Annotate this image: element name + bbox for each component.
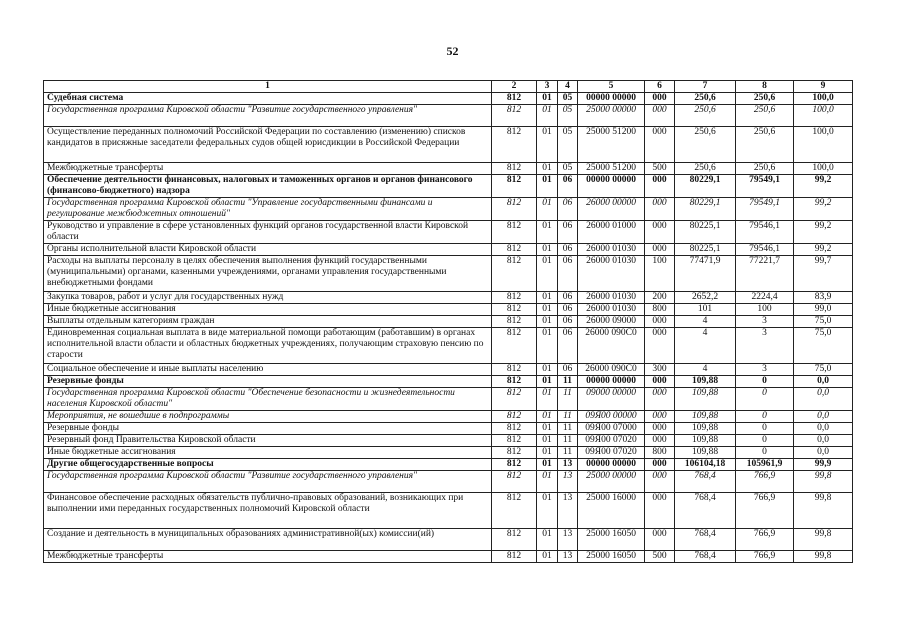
row-target-article: 26000 01000	[578, 221, 645, 244]
row-name: Расходы на выплаты персоналу в целях обеспечения выполнения функций государственными (муниципальными) органами, казенными учреждениями, органами управления государственными внебюджетными фондами	[44, 256, 492, 292]
table-row	[44, 423, 853, 435]
row-chapter-code: 812	[492, 423, 537, 435]
row-chapter-code: 812	[492, 198, 537, 221]
row-section: 01	[537, 198, 558, 221]
row-expense-type: 000	[645, 198, 675, 221]
row-percent-executed: 100,0	[794, 93, 853, 105]
table-row	[44, 93, 853, 105]
row-planned-amount: 768,4	[675, 551, 736, 563]
row-subsection: 11	[558, 411, 578, 423]
row-expense-type: 000	[645, 221, 675, 244]
row-target-article: 09Я00 07020	[578, 435, 645, 447]
row-name: Государственная программа Кировской области "Управление государственными финансами и регулирование межбюджетных отношений"	[44, 198, 492, 221]
row-executed-amount: 3	[736, 316, 794, 328]
row-executed-amount: 250,6	[736, 93, 794, 105]
row-target-article: 26000 09000	[578, 316, 645, 328]
row-percent-executed: 99,2	[794, 244, 853, 256]
row-planned-amount: 109,88	[675, 376, 736, 388]
row-expense-type: 100	[645, 256, 675, 292]
row-executed-amount: 766,9	[736, 551, 794, 563]
row-section: 01	[537, 175, 558, 198]
row-target-article: 26000 01030	[578, 304, 645, 316]
row-expense-type: 200	[645, 292, 675, 304]
row-subsection: 11	[558, 388, 578, 411]
row-subsection: 06	[558, 198, 578, 221]
row-subsection: 06	[558, 244, 578, 256]
row-section: 01	[537, 364, 558, 376]
row-percent-executed: 99,7	[794, 256, 853, 292]
row-subsection: 05	[558, 93, 578, 105]
row-chapter-code: 812	[492, 471, 537, 493]
row-section: 01	[537, 244, 558, 256]
row-chapter-code: 812	[492, 493, 537, 529]
row-name: Судебная система	[44, 93, 492, 105]
row-planned-amount: 109,88	[675, 411, 736, 423]
row-executed-amount: 79546,1	[736, 244, 794, 256]
row-chapter-code: 812	[492, 459, 537, 471]
table-row	[44, 435, 853, 447]
row-target-article: 00000 00000	[578, 459, 645, 471]
row-chapter-code: 812	[492, 364, 537, 376]
row-chapter-code: 812	[492, 328, 537, 364]
row-chapter-code: 812	[492, 551, 537, 563]
row-expense-type: 000	[645, 127, 675, 163]
row-percent-executed: 99,2	[794, 175, 853, 198]
row-subsection: 13	[558, 471, 578, 493]
table-row	[44, 316, 853, 328]
row-chapter-code: 812	[492, 127, 537, 163]
page-number: 52	[446, 44, 459, 58]
row-expense-type: 000	[645, 423, 675, 435]
row-name: Осуществление переданных полномочий Российской Федерации по составлению (изменению) списков кандидатов в присяжные заседатели федеральных судов общей юрисдикции в Российской Федерации	[44, 127, 492, 163]
table-row	[44, 328, 853, 364]
row-chapter-code: 812	[492, 376, 537, 388]
row-expense-type: 000	[645, 529, 675, 551]
row-percent-executed: 99,8	[794, 493, 853, 529]
column-number-header-row	[44, 81, 853, 93]
row-subsection: 06	[558, 304, 578, 316]
row-name: Государственная программа Кировской области "Развитие государственного управления"	[44, 105, 492, 127]
row-subsection: 05	[558, 127, 578, 163]
row-expense-type: 000	[645, 316, 675, 328]
header-col-2: 2	[492, 81, 537, 93]
row-name: Органы исполнительной власти Кировской области	[44, 244, 492, 256]
row-planned-amount: 4	[675, 328, 736, 364]
row-section: 01	[537, 328, 558, 364]
table-row	[44, 175, 853, 198]
row-percent-executed: 99,8	[794, 551, 853, 563]
row-target-article: 25000 00000	[578, 105, 645, 127]
row-planned-amount: 109,88	[675, 388, 736, 411]
row-expense-type: 000	[645, 435, 675, 447]
table-row	[44, 376, 853, 388]
row-name: Мероприятия, не вошедшие в подпрограммы	[44, 411, 492, 423]
table-row	[44, 304, 853, 316]
row-percent-executed: 0,0	[794, 388, 853, 411]
row-percent-executed: 99,9	[794, 459, 853, 471]
row-section: 01	[537, 471, 558, 493]
table-row	[44, 364, 853, 376]
header-col-4: 4	[558, 81, 578, 93]
row-planned-amount: 768,4	[675, 493, 736, 529]
row-executed-amount: 3	[736, 364, 794, 376]
row-expense-type: 000	[645, 328, 675, 364]
row-chapter-code: 812	[492, 388, 537, 411]
row-executed-amount: 3	[736, 328, 794, 364]
row-percent-executed: 99,8	[794, 529, 853, 551]
table-row	[44, 388, 853, 411]
row-percent-executed: 75,0	[794, 364, 853, 376]
row-executed-amount: 0	[736, 376, 794, 388]
row-target-article: 26000 01030	[578, 256, 645, 292]
row-subsection: 05	[558, 163, 578, 175]
row-target-article: 25000 16050	[578, 551, 645, 563]
row-planned-amount: 768,4	[675, 529, 736, 551]
row-percent-executed: 0,0	[794, 411, 853, 423]
header-col-6: 6	[645, 81, 675, 93]
table-row	[44, 105, 853, 127]
table-row	[44, 493, 853, 529]
row-chapter-code: 812	[492, 221, 537, 244]
row-executed-amount: 77221,7	[736, 256, 794, 292]
row-planned-amount: 109,88	[675, 423, 736, 435]
row-planned-amount: 4	[675, 364, 736, 376]
row-executed-amount: 250,6	[736, 127, 794, 163]
row-name: Создание и деятельность в муниципальных образованиях административной(ых) комиссии(ий)	[44, 529, 492, 551]
row-target-article: 25000 00000	[578, 471, 645, 493]
row-subsection: 13	[558, 493, 578, 529]
row-chapter-code: 812	[492, 244, 537, 256]
row-section: 01	[537, 127, 558, 163]
row-executed-amount: 0	[736, 388, 794, 411]
row-percent-executed: 0,0	[794, 447, 853, 459]
row-target-article: 09Я00 00000	[578, 411, 645, 423]
row-executed-amount: 79549,1	[736, 198, 794, 221]
row-section: 01	[537, 551, 558, 563]
row-subsection: 11	[558, 435, 578, 447]
row-name: Государственная программа Кировской области "Развитие государственного управления"	[44, 471, 492, 493]
row-planned-amount: 2652,2	[675, 292, 736, 304]
header-col-3: 3	[537, 81, 558, 93]
row-target-article: 26000 090C0	[578, 328, 645, 364]
row-target-article: 09000 00000	[578, 388, 645, 411]
row-executed-amount: 79549,1	[736, 175, 794, 198]
row-name: Выплаты отдельным категориям граждан	[44, 316, 492, 328]
table-row	[44, 127, 853, 163]
header-col-9: 9	[794, 81, 853, 93]
row-planned-amount: 109,88	[675, 447, 736, 459]
row-percent-executed: 100,0	[794, 163, 853, 175]
table-row	[44, 459, 853, 471]
row-name: Социальное обеспечение и иные выплаты населению	[44, 364, 492, 376]
row-chapter-code: 812	[492, 163, 537, 175]
row-percent-executed: 0,0	[794, 376, 853, 388]
table-row	[44, 447, 853, 459]
row-percent-executed: 0,0	[794, 423, 853, 435]
row-percent-executed: 100,0	[794, 105, 853, 127]
row-name: Государственная программа Кировской области "Обеспечение безопасности и жизнедеятельности населения Кировской области"	[44, 388, 492, 411]
row-section: 01	[537, 221, 558, 244]
row-planned-amount: 101	[675, 304, 736, 316]
row-subsection: 06	[558, 175, 578, 198]
table-row	[44, 292, 853, 304]
row-section: 01	[537, 105, 558, 127]
row-planned-amount: 80225,1	[675, 221, 736, 244]
row-executed-amount: 766,9	[736, 471, 794, 493]
row-section: 01	[537, 447, 558, 459]
row-percent-executed: 99,2	[794, 198, 853, 221]
row-expense-type: 000	[645, 93, 675, 105]
row-name: Финансовое обеспечение расходных обязательств публично-правовых образований, возникающих при выполнении ими переданных государственных полномочий Кировской области	[44, 493, 492, 529]
row-chapter-code: 812	[492, 411, 537, 423]
row-subsection: 11	[558, 376, 578, 388]
row-chapter-code: 812	[492, 93, 537, 105]
table-row	[44, 529, 853, 551]
row-percent-executed: 99,8	[794, 471, 853, 493]
row-target-article: 25000 51200	[578, 163, 645, 175]
row-target-article: 00000 00000	[578, 376, 645, 388]
row-executed-amount: 0	[736, 447, 794, 459]
row-executed-amount: 79546,1	[736, 221, 794, 244]
row-planned-amount: 106104,18	[675, 459, 736, 471]
row-expense-type: 000	[645, 175, 675, 198]
row-name: Руководство и управление в сфере установленных функций органов государственной власти Кировской области	[44, 221, 492, 244]
row-section: 01	[537, 256, 558, 292]
row-section: 01	[537, 163, 558, 175]
row-section: 01	[537, 304, 558, 316]
row-executed-amount: 250,6	[736, 105, 794, 127]
row-executed-amount: 2224,4	[736, 292, 794, 304]
row-expense-type: 000	[645, 493, 675, 529]
row-executed-amount: 105961,9	[736, 459, 794, 471]
row-planned-amount: 768,4	[675, 471, 736, 493]
row-name: Иные бюджетные ассигнования	[44, 304, 492, 316]
row-subsection: 06	[558, 221, 578, 244]
row-target-article: 00000 00000	[578, 175, 645, 198]
row-name: Резервные фонды	[44, 423, 492, 435]
table-row	[44, 471, 853, 493]
row-executed-amount: 0	[736, 435, 794, 447]
row-subsection: 11	[558, 447, 578, 459]
row-expense-type: 500	[645, 163, 675, 175]
row-percent-executed: 75,0	[794, 328, 853, 364]
row-target-article: 25000 16000	[578, 493, 645, 529]
row-target-article: 26000 090C0	[578, 364, 645, 376]
row-expense-type: 300	[645, 364, 675, 376]
row-planned-amount: 250,6	[675, 127, 736, 163]
header-col-5: 5	[578, 81, 645, 93]
header-col-1: 1	[44, 81, 492, 93]
row-target-article: 25000 51200	[578, 127, 645, 163]
row-percent-executed: 75,0	[794, 316, 853, 328]
row-name: Другие общегосударственные вопросы	[44, 459, 492, 471]
row-name: Резервные фонды	[44, 376, 492, 388]
row-target-article: 26000 00000	[578, 198, 645, 221]
row-target-article: 25000 16050	[578, 529, 645, 551]
row-percent-executed: 83,9	[794, 292, 853, 304]
row-chapter-code: 812	[492, 105, 537, 127]
row-executed-amount: 0	[736, 411, 794, 423]
row-planned-amount: 250,6	[675, 93, 736, 105]
row-chapter-code: 812	[492, 316, 537, 328]
row-section: 01	[537, 493, 558, 529]
row-section: 01	[537, 423, 558, 435]
row-subsection: 05	[558, 105, 578, 127]
row-subsection: 13	[558, 529, 578, 551]
row-expense-type: 000	[645, 411, 675, 423]
row-expense-type: 000	[645, 376, 675, 388]
row-expense-type: 000	[645, 459, 675, 471]
row-name: Межбюджетные трансферты	[44, 551, 492, 563]
row-section: 01	[537, 376, 558, 388]
row-subsection: 06	[558, 256, 578, 292]
table-row	[44, 551, 853, 563]
row-percent-executed: 0,0	[794, 435, 853, 447]
row-target-article: 26000 01030	[578, 292, 645, 304]
row-chapter-code: 812	[492, 292, 537, 304]
row-executed-amount: 0	[736, 423, 794, 435]
row-expense-type: 800	[645, 447, 675, 459]
row-chapter-code: 812	[492, 175, 537, 198]
row-section: 01	[537, 435, 558, 447]
row-name: Обеспечение деятельности финансовых, налоговых и таможенных органов и органов финансового (финансово-бюджетного) надзора	[44, 175, 492, 198]
row-planned-amount: 250,6	[675, 105, 736, 127]
row-percent-executed: 99,0	[794, 304, 853, 316]
row-name: Резервный фонд Правительства Кировской области	[44, 435, 492, 447]
row-target-article: 09Я00 07000	[578, 423, 645, 435]
table-row	[44, 221, 853, 244]
row-planned-amount: 77471,9	[675, 256, 736, 292]
row-name: Иные бюджетные ассигнования	[44, 447, 492, 459]
row-target-article: 09Я00 07020	[578, 447, 645, 459]
table-row	[44, 256, 853, 292]
row-expense-type: 500	[645, 551, 675, 563]
table-row	[44, 411, 853, 423]
table-row	[44, 163, 853, 175]
row-target-article: 00000 00000	[578, 93, 645, 105]
row-executed-amount: 250,6	[736, 163, 794, 175]
row-planned-amount: 80229,1	[675, 198, 736, 221]
row-subsection: 06	[558, 364, 578, 376]
row-subsection: 06	[558, 316, 578, 328]
row-section: 01	[537, 316, 558, 328]
row-planned-amount: 250,6	[675, 163, 736, 175]
row-planned-amount: 4	[675, 316, 736, 328]
row-chapter-code: 812	[492, 529, 537, 551]
row-planned-amount: 80229,1	[675, 175, 736, 198]
row-percent-executed: 100,0	[794, 127, 853, 163]
row-section: 01	[537, 93, 558, 105]
row-expense-type: 000	[645, 105, 675, 127]
row-subsection: 06	[558, 328, 578, 364]
row-section: 01	[537, 459, 558, 471]
row-subsection: 13	[558, 459, 578, 471]
row-target-article: 26000 01030	[578, 244, 645, 256]
row-subsection: 11	[558, 423, 578, 435]
row-expense-type: 800	[645, 304, 675, 316]
row-executed-amount: 766,9	[736, 529, 794, 551]
row-subsection: 13	[558, 551, 578, 563]
row-percent-executed: 99,2	[794, 221, 853, 244]
row-executed-amount: 766,9	[736, 493, 794, 529]
row-section: 01	[537, 388, 558, 411]
row-planned-amount: 109,88	[675, 435, 736, 447]
row-name: Единовременная социальная выплата в виде материальной помощи работающим (работавшим) в органах исполнительной власти области и областных бюджетных учреждениях, получающим страховую пенсию по старости	[44, 328, 492, 364]
row-name: Закупка товаров, работ и услуг для государственных нужд	[44, 292, 492, 304]
table-row	[44, 244, 853, 256]
row-expense-type: 000	[645, 471, 675, 493]
row-subsection: 06	[558, 292, 578, 304]
table-row	[44, 198, 853, 221]
row-chapter-code: 812	[492, 304, 537, 316]
row-expense-type: 000	[645, 244, 675, 256]
row-name: Межбюджетные трансферты	[44, 163, 492, 175]
row-chapter-code: 812	[492, 447, 537, 459]
row-planned-amount: 80225,1	[675, 244, 736, 256]
budget-table	[43, 80, 853, 563]
row-chapter-code: 812	[492, 256, 537, 292]
row-chapter-code: 812	[492, 435, 537, 447]
row-section: 01	[537, 529, 558, 551]
row-executed-amount: 100	[736, 304, 794, 316]
row-section: 01	[537, 411, 558, 423]
row-expense-type: 000	[645, 388, 675, 411]
header-col-7: 7	[675, 81, 736, 93]
header-col-8: 8	[736, 81, 794, 93]
row-section: 01	[537, 292, 558, 304]
